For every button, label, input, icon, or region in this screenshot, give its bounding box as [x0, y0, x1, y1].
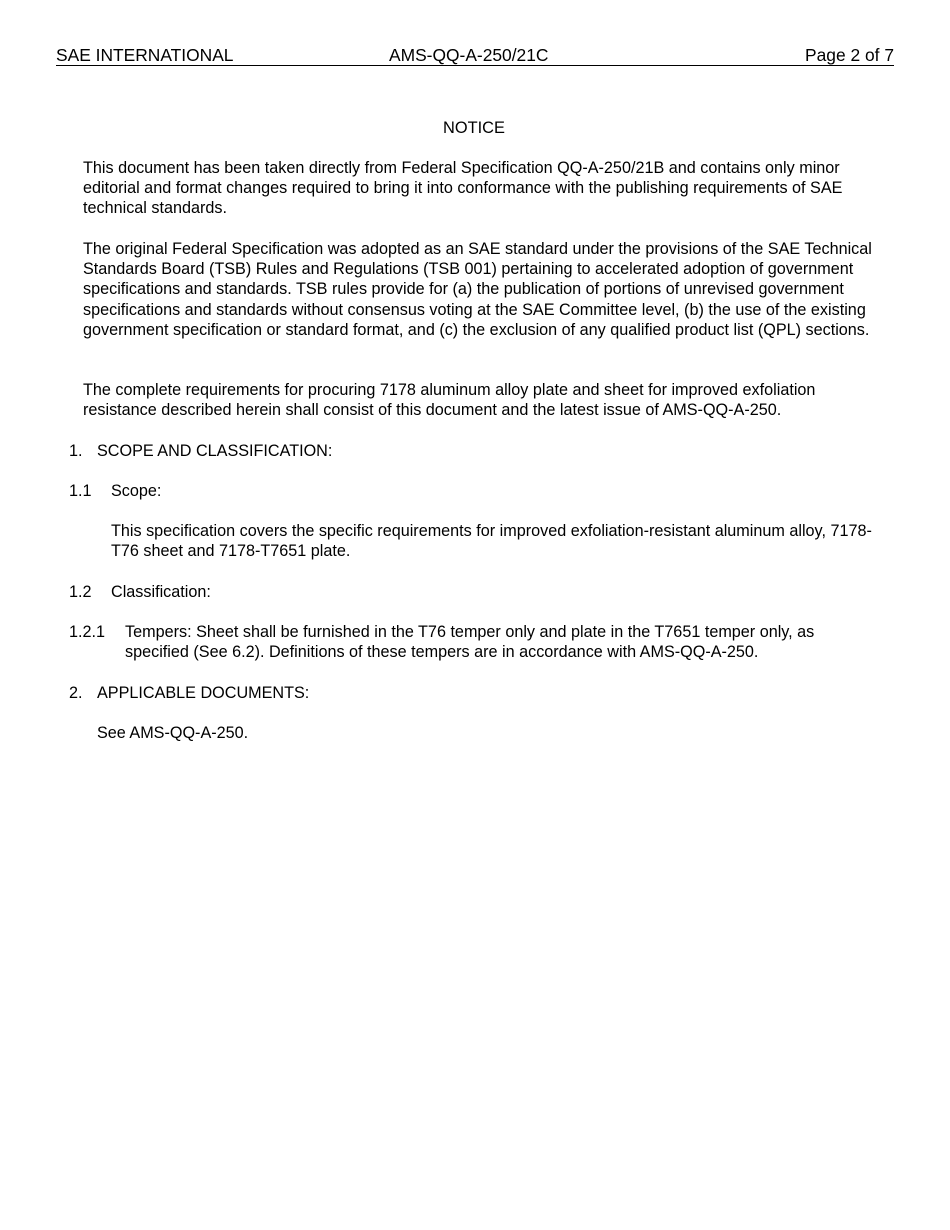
section-title: Scope:	[111, 482, 162, 500]
section-number: 1.	[69, 442, 83, 460]
notice-paragraph-2: The original Federal Specification was adopted as an SAE standard under the provisions of the SAE Technical Standards Board (TSB) Rules and Regulations (TSB 001) pertaining to accelerated adoption of government specifications and standards. TSB rules provide for (a) the publication of portions of unrevised government specifications and standards without consensus voting at the SAE Committee level, (b) the use of the existing government specification or standard format, and (c) the exclusion of any qualified product list (QPL) sections.	[83, 240, 872, 339]
notice-title: NOTICE	[443, 119, 505, 137]
section-number: 1.1	[69, 482, 92, 500]
header-page-number: Page 2 of 7	[805, 45, 894, 65]
header-doc-number: AMS-QQ-A-250/21C	[389, 45, 549, 65]
section-1-heading	[69, 441, 332, 461]
section-title: Classification:	[111, 583, 211, 601]
section-number: 1.2	[69, 583, 92, 601]
section-1-1-text: This specification covers the specific requirements for improved exfoliation-resistant aluminum alloy, 7178-T76 sheet and 7178-T7651 plate.	[111, 522, 872, 561]
section-2-text: See AMS-QQ-A-250.	[97, 724, 249, 742]
header-publisher: SAE INTERNATIONAL	[56, 45, 234, 65]
section-1-2-1-text: Tempers: Sheet shall be furnished in the T76 temper only and plate in the T7651 temper only, as specified (See 6.2). Definitions of these tempers are in accordance with AMS-QQ-A-250.	[125, 623, 815, 662]
section-number: 1.2.1	[69, 623, 106, 641]
section-1-2-heading	[69, 582, 211, 602]
section-number: 2.	[69, 684, 83, 702]
section-title: SCOPE AND CLASSIFICATION:	[97, 442, 333, 460]
section-2-heading	[69, 683, 309, 703]
section-title: APPLICABLE DOCUMENTS:	[97, 684, 310, 702]
section-1-1-heading	[69, 481, 161, 501]
notice-paragraph-3: The complete requirements for procuring 7178 aluminum alloy plate and sheet for improved exfoliation resistance described herein shall consist of this document and the latest issue of AMS-QQ-A-250.	[83, 381, 816, 420]
page-header	[56, 45, 894, 66]
notice-paragraph-1: This document has been taken directly from Federal Specification QQ-A-250/21B and contains only minor editorial and format changes required to bring it into conformance with the publishing requirements of SAE technical standards.	[83, 159, 843, 218]
